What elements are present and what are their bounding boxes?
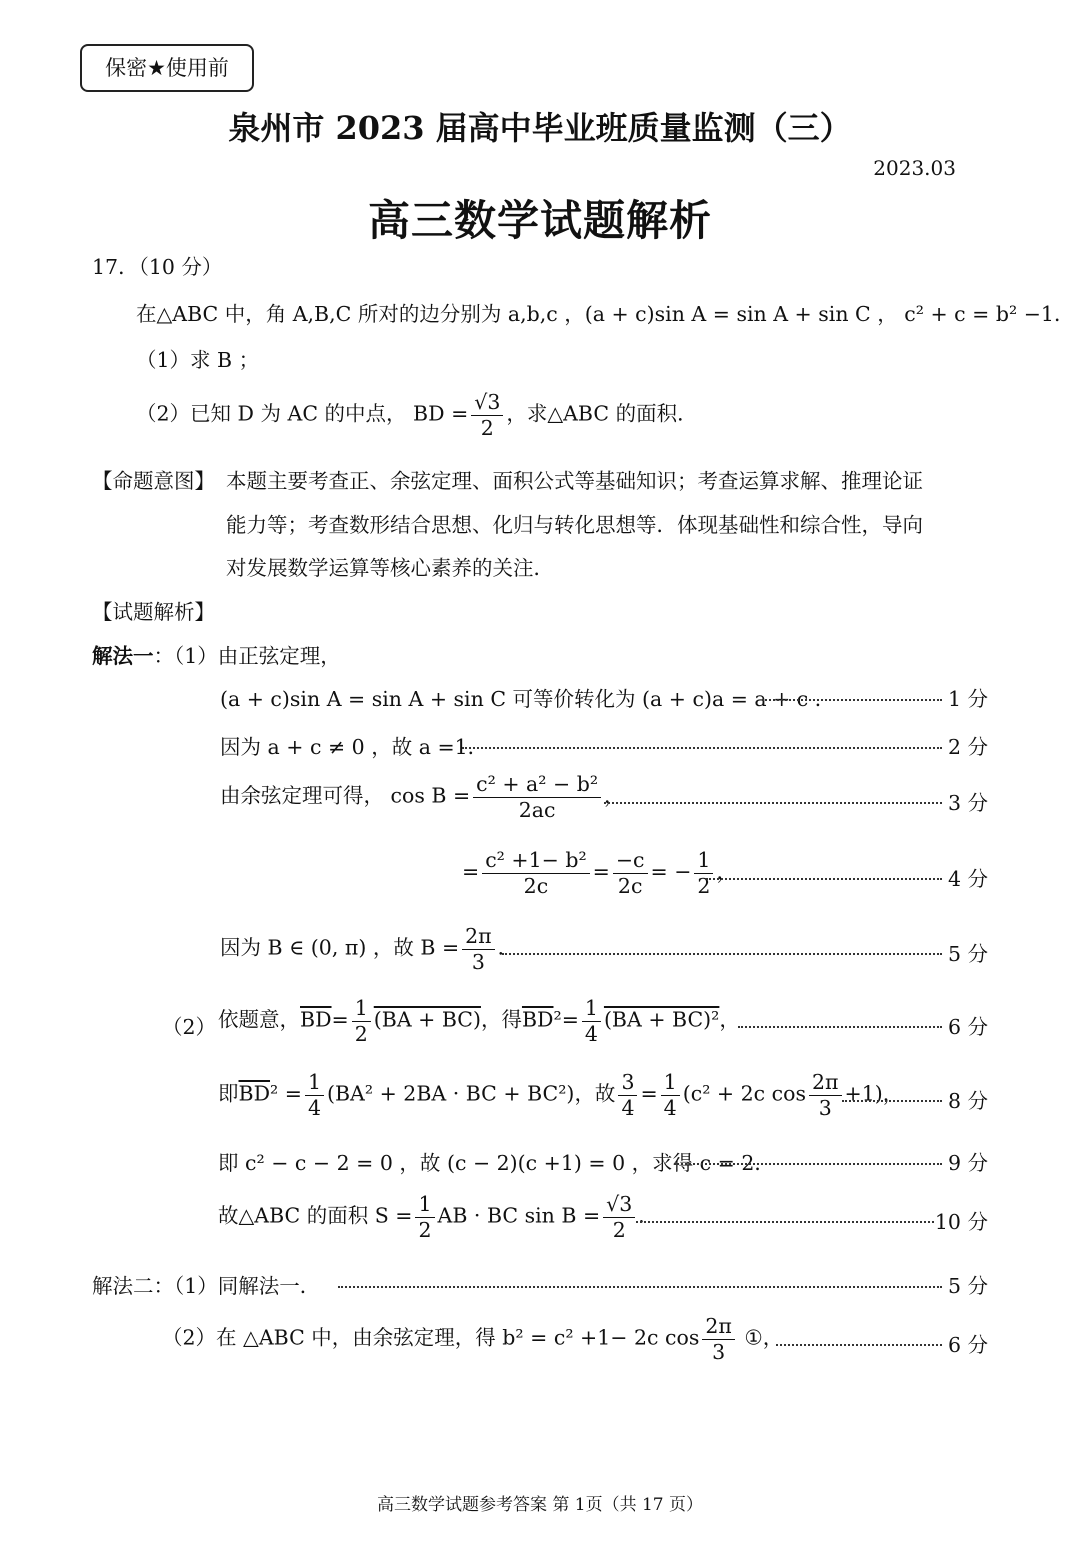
problem-statement: 在△ABC 中，角 A,B,C 所对的边分别为 a,b,c ，(a + c)sin A = sin A + sin C ， c² + c = b² −1． xyxy=(136,302,1075,326)
solution1-part2-step3: 即 c² − c − 2 = 0 ，故 (c − 2)(c +1) = 0 ，求得 c = 2． xyxy=(218,1151,775,1175)
score-5: 5 分 xyxy=(947,942,988,966)
intent-line1: 本题主要考查正、余弦定理、面积公式等基础知识；考查运算求解、推理论证 xyxy=(226,469,923,493)
page-footer: 高三数学试题参考答案 第 1页（共 17 页） xyxy=(376,1495,704,1515)
dot-leader xyxy=(604,802,942,804)
intent-label: 【命题意图】 xyxy=(92,469,215,493)
solution1-part2-step4: 故△ABC 的面积 S = $\frac{1}{2}$ AB · BC sin B = $\frac{√3}{2}$ ． xyxy=(218,1192,659,1242)
solution2-line2: （2）在 △ABC 中，由余弦定理，得 b² = c² +1− 2c cos $\frac{2\pi}{3}$ ①， xyxy=(162,1314,784,1364)
document-subtitle: 高三数学试题解析 xyxy=(367,196,712,245)
dot-leader xyxy=(462,747,942,749)
score-8: 8 分 xyxy=(947,1089,988,1113)
intent-line3: 对发展数学运算等核心素养的关注． xyxy=(226,556,554,580)
score-3: 3 分 xyxy=(947,791,988,815)
score-10: 10 分 xyxy=(934,1210,988,1234)
secret-label: 保密★使用前 xyxy=(80,44,254,92)
solution1-part2-label: （2） xyxy=(162,1015,217,1039)
solution1-intro: 解法一：（1）由正弦定理， xyxy=(92,644,341,668)
dot-leader xyxy=(636,1221,934,1223)
dot-leader xyxy=(738,1026,942,1028)
solution1-step4: = $\frac{\text{c² +1− b²}}{2c}$ = $\frac{-c}{2c}$ = − $\frac{1}{2}$ ， xyxy=(462,848,737,898)
dot-leader xyxy=(502,953,942,955)
solution1-step3: 由余弦定理可得， cos B = $\frac{\text{c² + a² − b²}}{2ac}$ ， xyxy=(220,772,625,822)
score-2: 2 分 xyxy=(947,735,988,759)
analysis-label: 【试题解析】 xyxy=(92,600,215,624)
dot-leader xyxy=(776,1344,942,1346)
dot-leader xyxy=(706,878,942,880)
dot-leader xyxy=(762,699,942,701)
score-6: 6 分 xyxy=(947,1015,988,1039)
solution2-line1: 解法二：（1）同解法一． xyxy=(92,1274,321,1298)
score-4: 4 分 xyxy=(947,867,988,891)
score-sol2-5: 5 分 xyxy=(947,1274,988,1298)
solution1-part2-step1: 依题意，$\overline{BD}=$ $\frac{1}{2}$ (BA + BC)，得$\overline{BD}^2=$ $\frac{1}{4}$ (BA + BC)²， xyxy=(218,996,740,1046)
dot-leader xyxy=(842,1100,942,1102)
document-title: 泉州市 2023 届高中毕业班质量监测（三） xyxy=(228,109,852,147)
solution1-step2: 因为 a + c ≠ 0 ，故 a =1． xyxy=(220,735,489,759)
score-sol2-6: 6 分 xyxy=(947,1333,988,1357)
score-9: 9 分 xyxy=(947,1151,988,1175)
score-1: 1 分 xyxy=(947,687,988,711)
intent-line2: 能力等；考查数形结合思想、化归与转化思想等．体现基础性和综合性，导向 xyxy=(226,513,923,537)
dot-leader xyxy=(674,1163,942,1165)
solution1-step5: 因为 B ∈ (0, π) ，故 B = $\frac{2\pi}{3}$ ． xyxy=(220,924,519,974)
problem-part2: （2）已知 D 为 AC 的中点， BD = $\frac{√3}{2}$ ，求△ABC 的面积． xyxy=(136,390,698,440)
problem-part1: （1）求 B ； xyxy=(136,348,260,372)
dot-leader xyxy=(338,1286,942,1288)
solution1-part2-step2: 即$\overline{BD}^2$ = $\frac{1}{4}$ (BA² + 2BA · BC + BC²)，故 $\frac{3}{4}$ = $\frac{1}{4}$ (c² + 2c cos $\frac{2\pi}{3}$ +1)， xyxy=(218,1070,904,1120)
document-date: 2023.03 xyxy=(873,156,956,180)
solution1-step1: (a + c)sin A = sin A + sin C 可等价转化为 (a + c)a = a + c ． xyxy=(220,687,836,711)
problem-number: 17．（10 分） xyxy=(92,255,223,279)
